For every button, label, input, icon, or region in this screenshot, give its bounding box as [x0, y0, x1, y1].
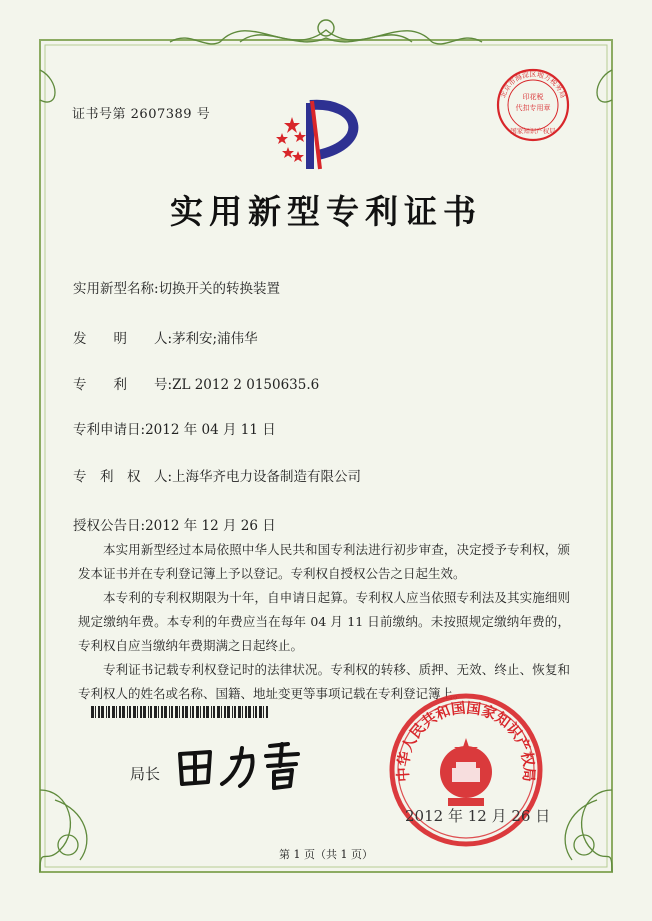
page-footer: 第 1 页（共 1 页） [279, 848, 373, 861]
barcode-bar [119, 706, 121, 718]
barcode-bar [137, 706, 138, 718]
barcode-bar [150, 706, 152, 718]
barcode-bar [213, 706, 215, 718]
barcode-bar [206, 706, 209, 718]
barcode-bar [140, 706, 142, 718]
barcode-bar [253, 706, 254, 718]
barcode-bar [108, 706, 110, 718]
barcode-bar [200, 706, 201, 718]
field-utility-model-name: 实用新型名称:切换开关的转换装置 [73, 281, 281, 297]
barcode-bar [101, 706, 104, 718]
official-seal-icon [386, 690, 546, 850]
barcode-bar [164, 706, 167, 718]
barcode-bar [232, 706, 233, 718]
field-patentee: 专 利 权 人:上海华齐电力设备制造有限公司 [73, 469, 362, 485]
barcode-bar [203, 706, 205, 718]
certificate-number-value: 2607389 [130, 107, 193, 122]
barcode-bar [158, 706, 159, 718]
barcode-bar [133, 706, 136, 718]
barcode-bar [175, 706, 178, 718]
field-grant-announcement-date: 授权公告日:2012 年 12 月 26 日 [73, 518, 276, 534]
field-application-date: 专利申请日:2012 年 04 月 11 日 [73, 422, 276, 438]
barcode-bar [95, 706, 96, 718]
field-patent-number: 专 利 号:ZL 2012 2 0150635.6 [73, 377, 320, 393]
svg-text:国家知识产权局: 国家知识产权局 [510, 127, 556, 135]
barcode-bar [190, 706, 191, 718]
barcode-bar [143, 706, 146, 718]
barcode-bar [221, 706, 222, 718]
barcode-bar [211, 706, 212, 718]
barcode-bar [116, 706, 117, 718]
seal-date: 2012 年 12 月 26 日 [405, 807, 551, 825]
barcode [91, 706, 271, 718]
barcode-bar [263, 706, 264, 718]
barcode-bar [148, 706, 149, 718]
cnipa-logo-icon [270, 95, 380, 173]
barcode-bar [129, 706, 131, 718]
barcode-bar [127, 706, 128, 718]
certificate-body [78, 538, 570, 706]
director-signature [170, 736, 320, 796]
paragraph-legal-status: 专利证书记载专利权登记时的法律状况。专利权的转移、质押、无效、终止、恢复和专利权人的姓名或名称、国籍、地址变更等事项记载在专利登记簿上。 [78, 662, 570, 701]
barcode-bar [98, 706, 100, 718]
barcode-bar [154, 706, 157, 718]
barcode-bar [171, 706, 173, 718]
barcode-bar [227, 706, 230, 718]
paragraph-term: 本专利的专利权期限为十年，自申请日起算。专利权人应当依照专利法及其实施细则规定缴纳年费。本专利的年费应当在每年 04 月 11 日前缴纳。未按照规定缴纳年费的，专利权自应当缴纳年费期满之日起终止。 [78, 590, 570, 653]
barcode-bar [112, 706, 115, 718]
barcode-bar [122, 706, 125, 718]
director-title: 局长 [130, 765, 161, 783]
stamp-duty-seal-icon [495, 67, 571, 143]
barcode-bar [161, 706, 163, 718]
barcode-bar [185, 706, 188, 718]
barcode-bar [248, 706, 251, 718]
barcode-bar [224, 706, 226, 718]
field-inventors: 发 明 人:茅利安;浦伟华 [73, 331, 258, 347]
certificate-number: 证书号第 2607389 号 [72, 107, 211, 122]
barcode-bar [238, 706, 241, 718]
certificate-title: 实用新型专利证书 [170, 192, 482, 231]
barcode-bar [106, 706, 107, 718]
barcode-bar [234, 706, 236, 718]
barcode-bar [266, 706, 268, 718]
barcode-bar [179, 706, 180, 718]
barcode-bar [245, 706, 247, 718]
barcode-bar [91, 706, 94, 718]
svg-text:北京市海淀区地方税务局: 北京市海淀区地方税务局 [499, 70, 567, 100]
svg-text:印花税: 印花税 [522, 93, 544, 101]
svg-text:代扣专用章: 代扣专用章 [515, 104, 551, 112]
barcode-bar [169, 706, 170, 718]
barcode-bar [259, 706, 262, 718]
barcode-bar [217, 706, 220, 718]
svg-text:中华人民共和国国家知识产权局: 中华人民共和国国家知识产权局 [394, 699, 538, 783]
barcode-bar [255, 706, 257, 718]
barcode-bar [192, 706, 194, 718]
barcode-bar [182, 706, 184, 718]
barcode-bar [196, 706, 199, 718]
barcode-bar [242, 706, 243, 718]
paragraph-grant: 本实用新型经过本局依照中华人民共和国专利法进行初步审查，决定授予专利权，颁发本证书并在专利登记簿上予以登记。专利权自授权公告之日起生效。 [78, 542, 570, 581]
